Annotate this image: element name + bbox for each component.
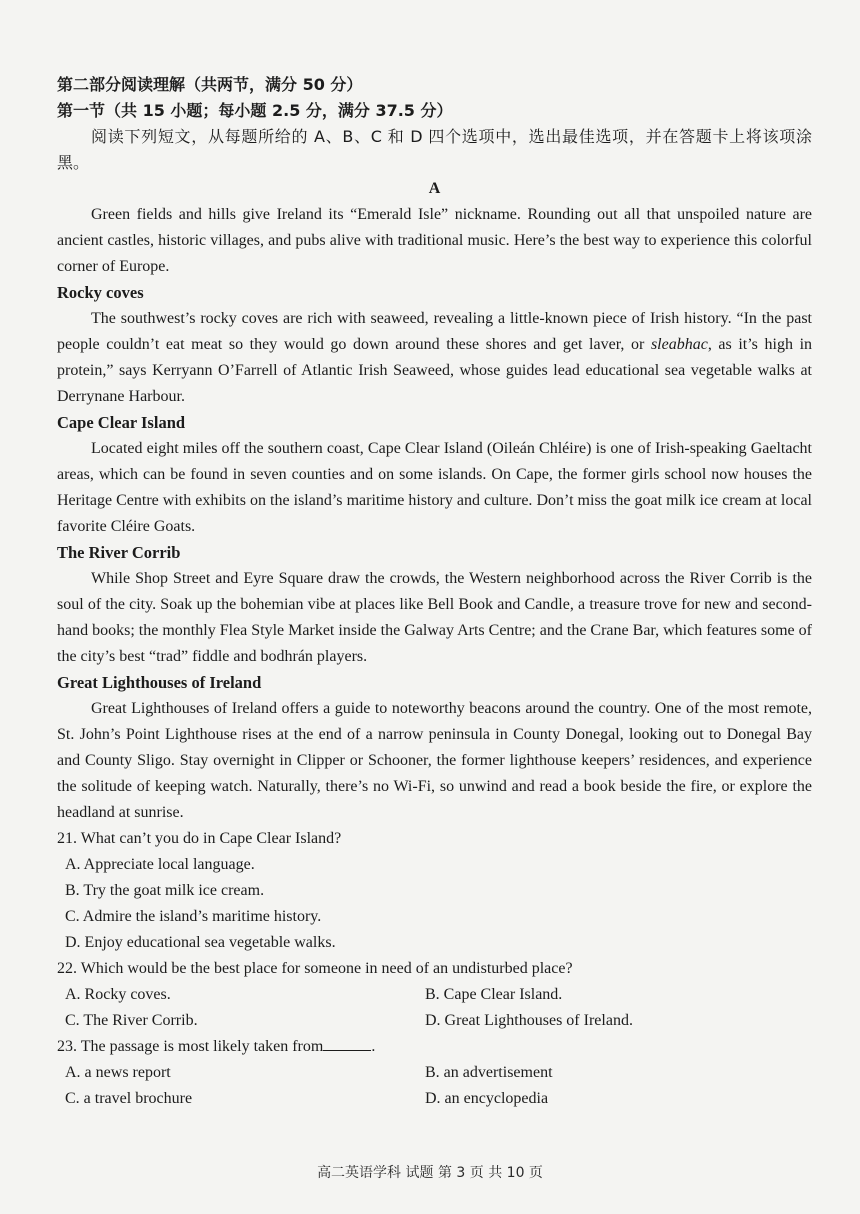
option-23-c: C. a travel brochure [65, 1090, 193, 1107]
section-title-cape-clear: Cape Clear Island [57, 413, 186, 432]
section-heading: 第一节（共 15 小题；每小题 2.5 分，满分 37.5 分） [57, 101, 453, 120]
question-23-options [57, 1060, 812, 1112]
option-23-d: D. an encyclopedia [425, 1090, 549, 1107]
question-22-options [57, 982, 812, 1034]
question-22: 22. Which would be the best place for someone in need of an undisturbed place? [57, 960, 573, 977]
question-21-options [57, 852, 812, 956]
part-heading: 第二部分阅读理解（共两节，满分 50 分） [57, 75, 363, 94]
answer-blank [323, 1036, 371, 1051]
section-text-cape-clear: Located eight miles off the southern coast, Cape Clear Island (Oileán Chléire) is one of Irish-speaking Gaeltacht areas, which can be found in seven counties and on some islands. On Cape, the former girls school now houses the Heritage Centre with exhibits on the island’s maritime history and culture. Don’t miss the goat milk ice cream at local favorite Cléire Goats. [57, 440, 812, 535]
question-21: 21. What can’t you do in Cape Clear Island? [57, 830, 342, 847]
instruction-text: 阅读下列短文，从每题所给的 A、B、C 和 D 四个选项中，选出最佳选项，并在答题卡上将该项涂黑。 [57, 127, 812, 172]
option-21-c: C. Admire the island’s maritime history. [65, 908, 322, 925]
option-22-c: C. The River Corrib. [65, 1012, 198, 1029]
section-title-river-corrib: The River Corrib [57, 543, 181, 562]
page-footer: 高二英语学科 试题 第 3 页 共 10 页 [317, 1165, 543, 1181]
option-21-d: D. Enjoy educational sea vegetable walks. [65, 934, 336, 951]
passage-intro: Green fields and hills give Ireland its “Emerald Isle” nickname. Rounding out all that unspoiled nature are ancient castles, historic villages, and pubs alive with traditional music. Here’s the best way to experience this colorful corner of Europe. [57, 206, 812, 275]
option-21-a: A. Appreciate local language. [65, 856, 255, 873]
italic-word: sleabhac [650, 336, 708, 353]
option-22-b: B. Cape Clear Island. [425, 986, 563, 1003]
option-23-b: B. an advertisement [425, 1064, 553, 1081]
section-title-lighthouses: Great Lighthouses of Ireland [57, 673, 262, 692]
question-23: 23. The passage is most likely taken from . [57, 1038, 376, 1055]
option-22-a: A. Rocky coves. [65, 986, 171, 1003]
option-21-b: B. Try the goat milk ice cream. [65, 882, 265, 899]
exam-page [57, 72, 812, 1112]
section-text-lighthouses: Great Lighthouses of Ireland offers a guide to noteworthy beacons around the country. One of the most remote, St. John’s Point Lighthouse rises at the end of a narrow peninsula in County Donegal, looking out to Donegal Bay and County Sligo. Stay overnight in Clipper or Schooner, the former lighthouse keepers’ residences, and experience the solitude of keeping watch. Naturally, there’s no Wi-Fi, so unwind and read a book beside the fire, or explore the headland at sunrise. [57, 700, 812, 821]
option-23-a: A. a news report [65, 1064, 171, 1081]
option-22-d: D. Great Lighthouses of Ireland. [425, 1012, 633, 1029]
section-title-rocky-coves: Rocky coves [57, 283, 144, 302]
passage-label: A [428, 180, 441, 197]
section-text-rocky-coves: The southwest’s rocky coves are rich with seaweed, revealing a little-known piece of Irish history. “In the past people couldn’t eat meat so they would go down around these shores and get laver, or sleabhac, as it’s high in protein,” says Kerryann O’Farrell of Atlantic Irish Seaweed, whose guides lead educational sea vegetable walks at Derrynane Harbour. [57, 310, 813, 405]
section-text-river-corrib: While Shop Street and Eyre Square draw the crowds, the Western neighborhood across the River Corrib is the soul of the city. Soak up the bohemian vibe at places like Bell Book and Candle, a treasure trove for new and second-hand books; the monthly Flea Style Market inside the Galway Arts Centre; and the Crane Bar, which features some of the city’s best “trad” fiddle and bodhrán players. [57, 570, 812, 665]
